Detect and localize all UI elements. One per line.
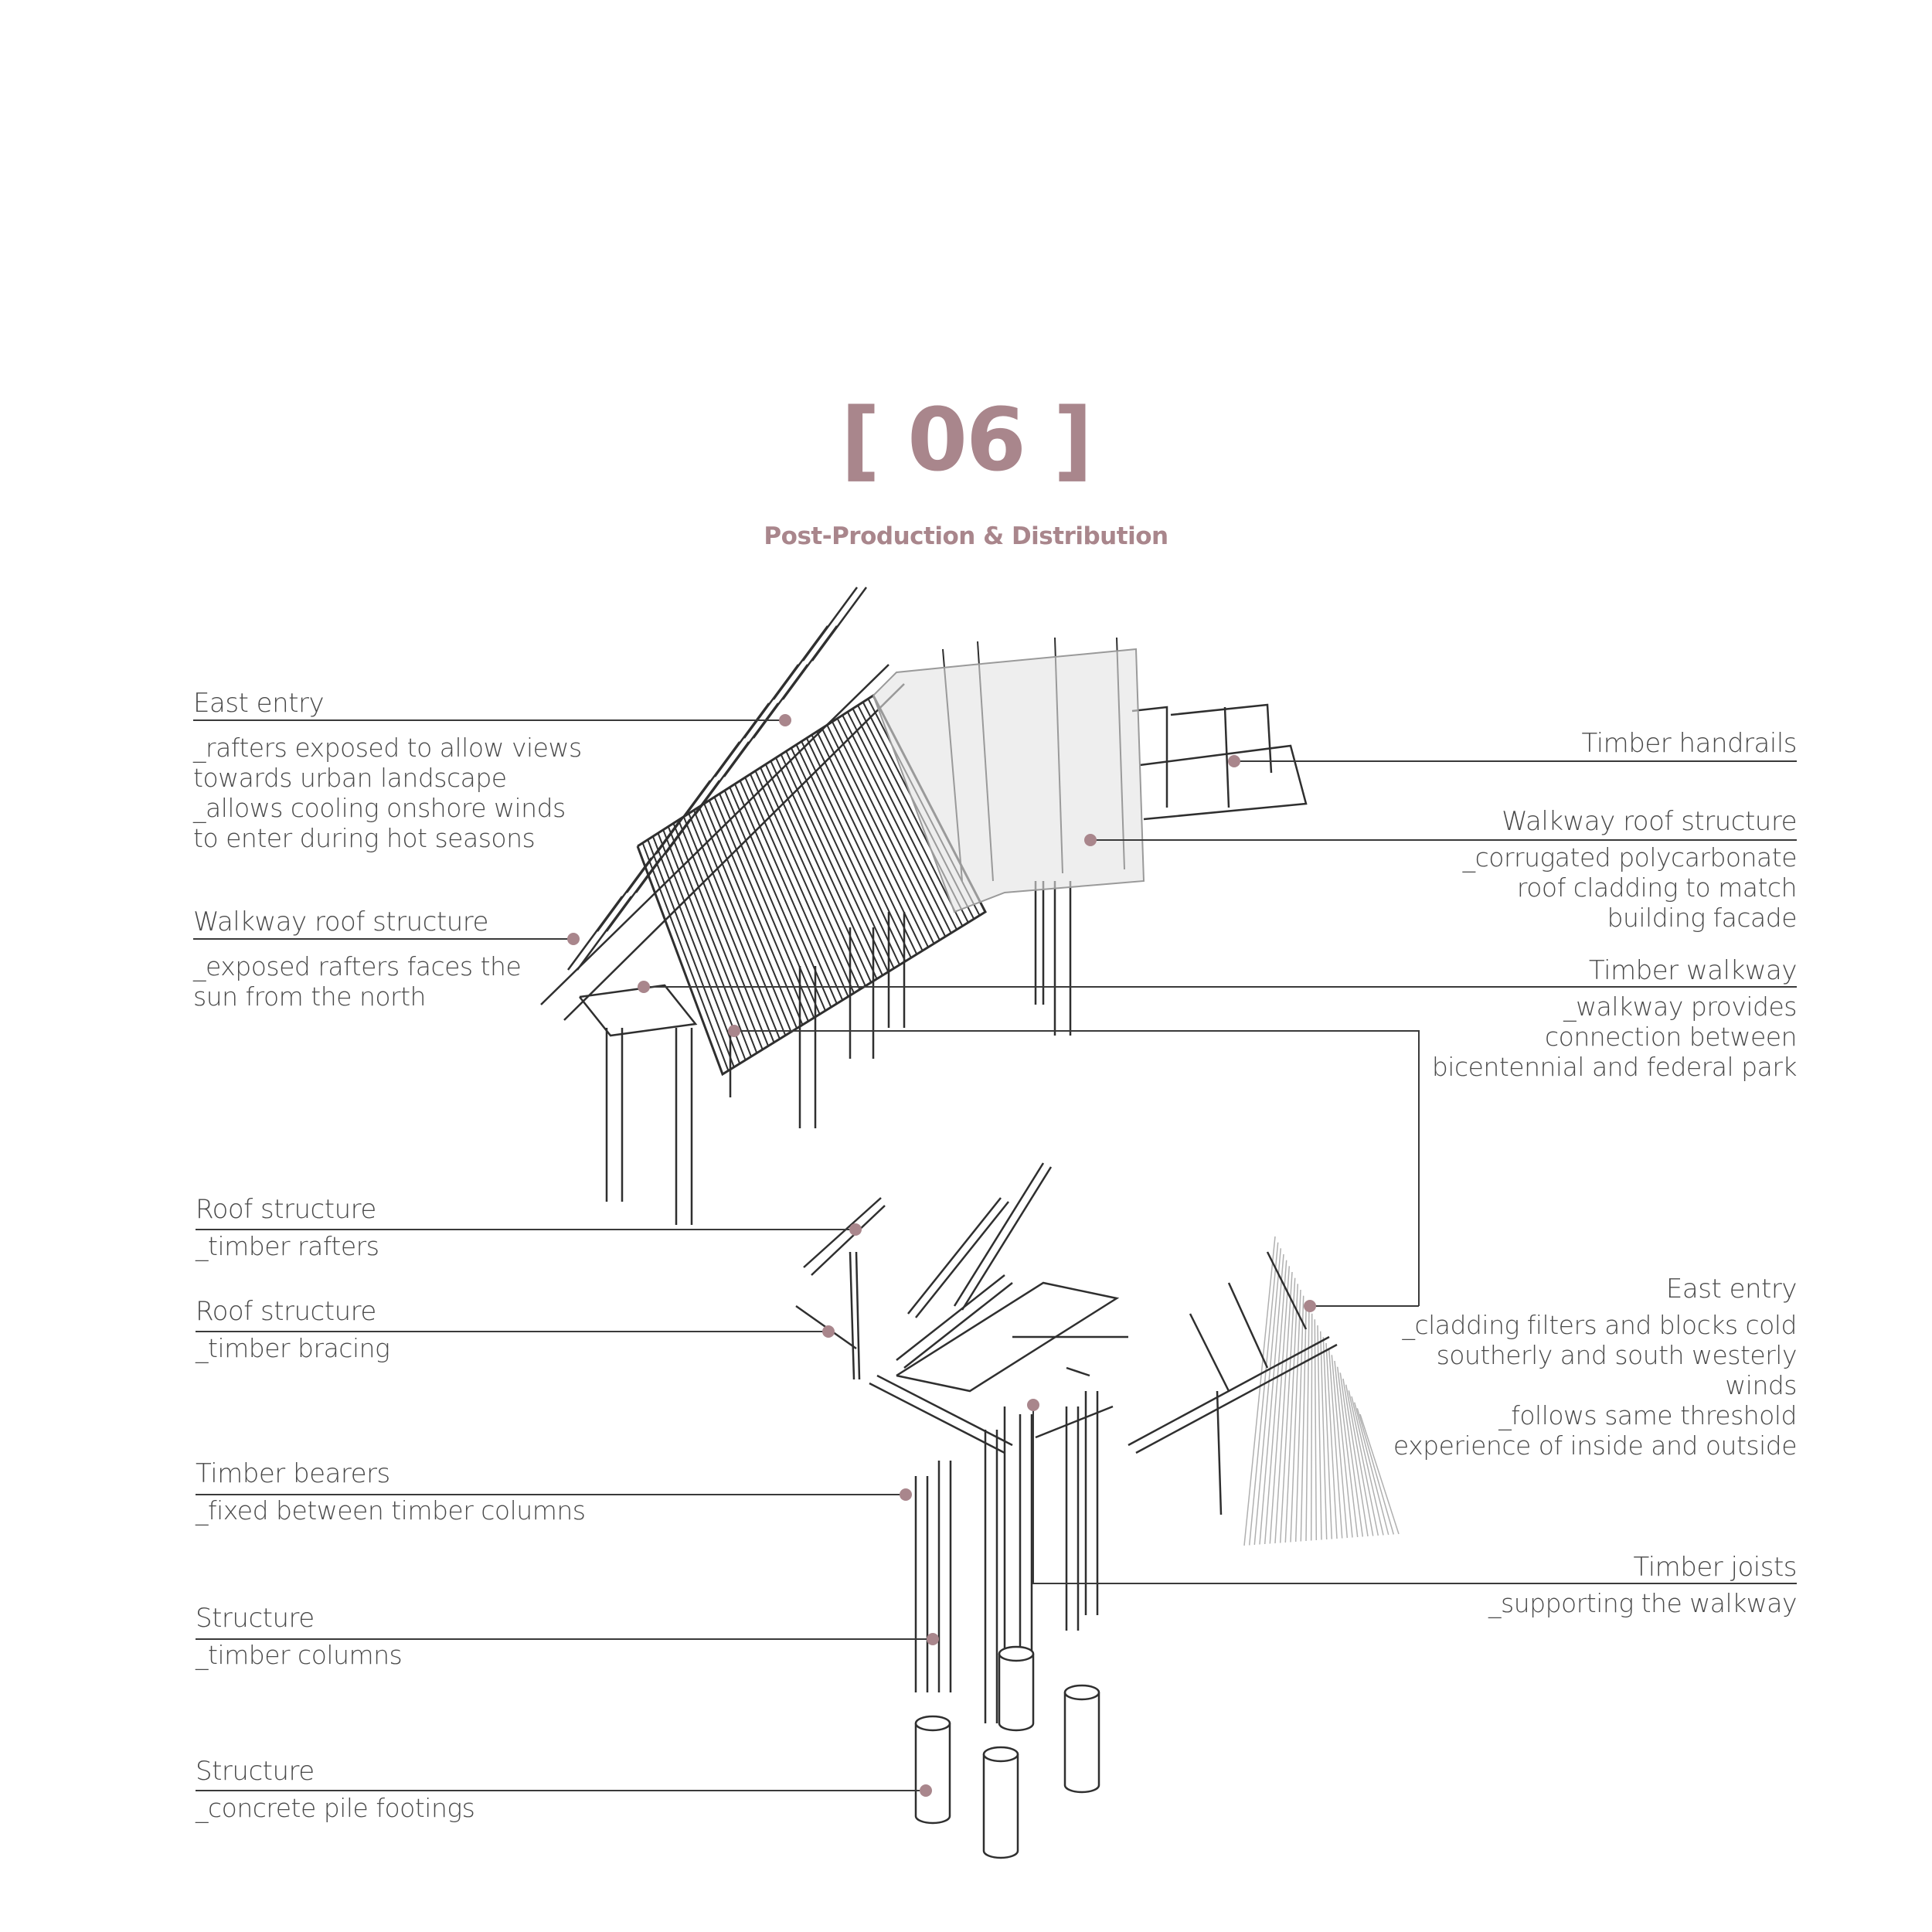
pile-body <box>916 1723 950 1823</box>
cladding-rib <box>1335 1361 1352 1538</box>
callout-bearers-desc: _fixed between timber columns <box>196 1495 586 1526</box>
exploded-rafter <box>908 1198 1001 1314</box>
exploded-post <box>850 1252 854 1379</box>
callout-dot <box>927 1633 939 1645</box>
callout-dot <box>567 933 580 945</box>
callout-joists-title: Timber joists <box>1633 1552 1797 1583</box>
cladding-rib <box>1357 1408 1393 1534</box>
callout-roof-bracing-desc: _timber bracing <box>196 1333 390 1363</box>
cladding-rib <box>663 830 751 1056</box>
callout-walkway-title: Timber walkway <box>1588 955 1797 986</box>
callout-footings-desc: _concrete pile footings <box>196 1793 475 1823</box>
exploded-post <box>856 1252 859 1379</box>
page-number: [ 06 ] <box>840 390 1092 491</box>
callout-dot <box>1084 834 1097 846</box>
exploded-rafter <box>811 1206 885 1275</box>
callout-dot <box>920 1784 932 1797</box>
pile-top <box>984 1747 1018 1761</box>
callout-roof-rafters-desc: _timber rafters <box>196 1231 379 1261</box>
callout-east-entry-right-title: East entry <box>1665 1274 1797 1304</box>
callout-dot <box>1304 1300 1316 1312</box>
exposed-rafter <box>803 587 857 661</box>
callout-dot <box>900 1488 912 1501</box>
entry-rafter <box>1190 1314 1229 1391</box>
exploded-rafter <box>804 1198 881 1267</box>
callout-east-entry-right-desc: _cladding filters and blocks cold southerly and south westerly winds _follows same threshold experience of inside and outside <box>1393 1310 1797 1461</box>
exploded-joist <box>1066 1368 1090 1376</box>
callout-handrails-title: Timber handrails <box>1581 728 1797 759</box>
leader-line <box>734 1031 1419 1306</box>
entry-rafter <box>1229 1283 1267 1368</box>
exploded-joist <box>1036 1406 1113 1437</box>
pile-body <box>984 1754 1018 1858</box>
cladding-rib <box>1306 1308 1309 1541</box>
handrail-post <box>1225 707 1229 808</box>
callout-roof-rafters-title: Roof structure <box>196 1194 376 1225</box>
cladding-rib <box>679 820 768 1046</box>
cladding-rib <box>668 827 757 1053</box>
callout-dot <box>1027 1399 1039 1411</box>
cladding-rib <box>1343 1379 1368 1536</box>
cladding-rib <box>1275 1272 1292 1543</box>
pile-top <box>916 1716 950 1730</box>
callout-walkway-roof-left-title: Walkway roof structure <box>193 906 488 937</box>
entry-post <box>1217 1391 1221 1515</box>
exploded-rafter <box>954 1163 1043 1306</box>
cladding-rib <box>1296 1296 1304 1542</box>
callout-walkway-roof-right-title: Walkway roof structure <box>1502 806 1797 837</box>
callout-footings-title: Structure <box>196 1756 315 1787</box>
cladding-rib <box>673 823 762 1049</box>
callout-dot <box>1228 755 1240 767</box>
cladding-rib <box>694 810 785 1035</box>
callout-columns-title: Structure <box>196 1603 315 1634</box>
handrail-upper <box>1171 705 1271 773</box>
callout-east-entry-left-desc: _rafters exposed to allow views towards urban landscape _allows cooling onshore winds to enter during hot seasons <box>193 733 582 853</box>
callout-dot <box>822 1325 835 1338</box>
exploded-rafter <box>916 1202 1009 1318</box>
pile-top <box>1065 1685 1099 1699</box>
pile-footings <box>916 1647 1099 1858</box>
callout-bearers-title: Timber bearers <box>196 1458 390 1489</box>
handrail-lower <box>1140 746 1306 819</box>
cladding-rib <box>653 836 740 1063</box>
callout-dot <box>849 1223 862 1236</box>
callout-dot <box>638 981 650 993</box>
callout-joists-desc: _supporting the walkway <box>1488 1588 1797 1618</box>
cladding-rib <box>643 843 729 1071</box>
callout-dot <box>779 714 791 726</box>
entry-rail <box>1136 1345 1337 1453</box>
callout-walkway-roof-left-desc: _exposed rafters faces the sun from the north <box>193 951 522 1012</box>
callout-east-entry-left-title: East entry <box>193 688 325 719</box>
pile-body <box>1065 1692 1099 1792</box>
callout-dot <box>728 1025 740 1037</box>
exposed-rafter <box>812 587 866 661</box>
callout-walkway-desc: _walkway provides connection between bicentennial and federal park <box>1431 992 1797 1082</box>
pile-top <box>999 1647 1033 1661</box>
callout-walkway-roof-right-desc: _corrugated polycarbonate roof cladding to match building facade <box>1462 842 1797 933</box>
callout-roof-bracing-title: Roof structure <box>196 1296 376 1327</box>
cladding-rib <box>1315 1319 1316 1540</box>
page-subtitle: Post-Production & Distribution <box>764 522 1168 550</box>
walkway-deck <box>580 985 696 1036</box>
pile-body <box>999 1654 1033 1730</box>
exploded-brace <box>904 1283 1012 1368</box>
callout-columns-desc: _timber columns <box>196 1640 403 1670</box>
